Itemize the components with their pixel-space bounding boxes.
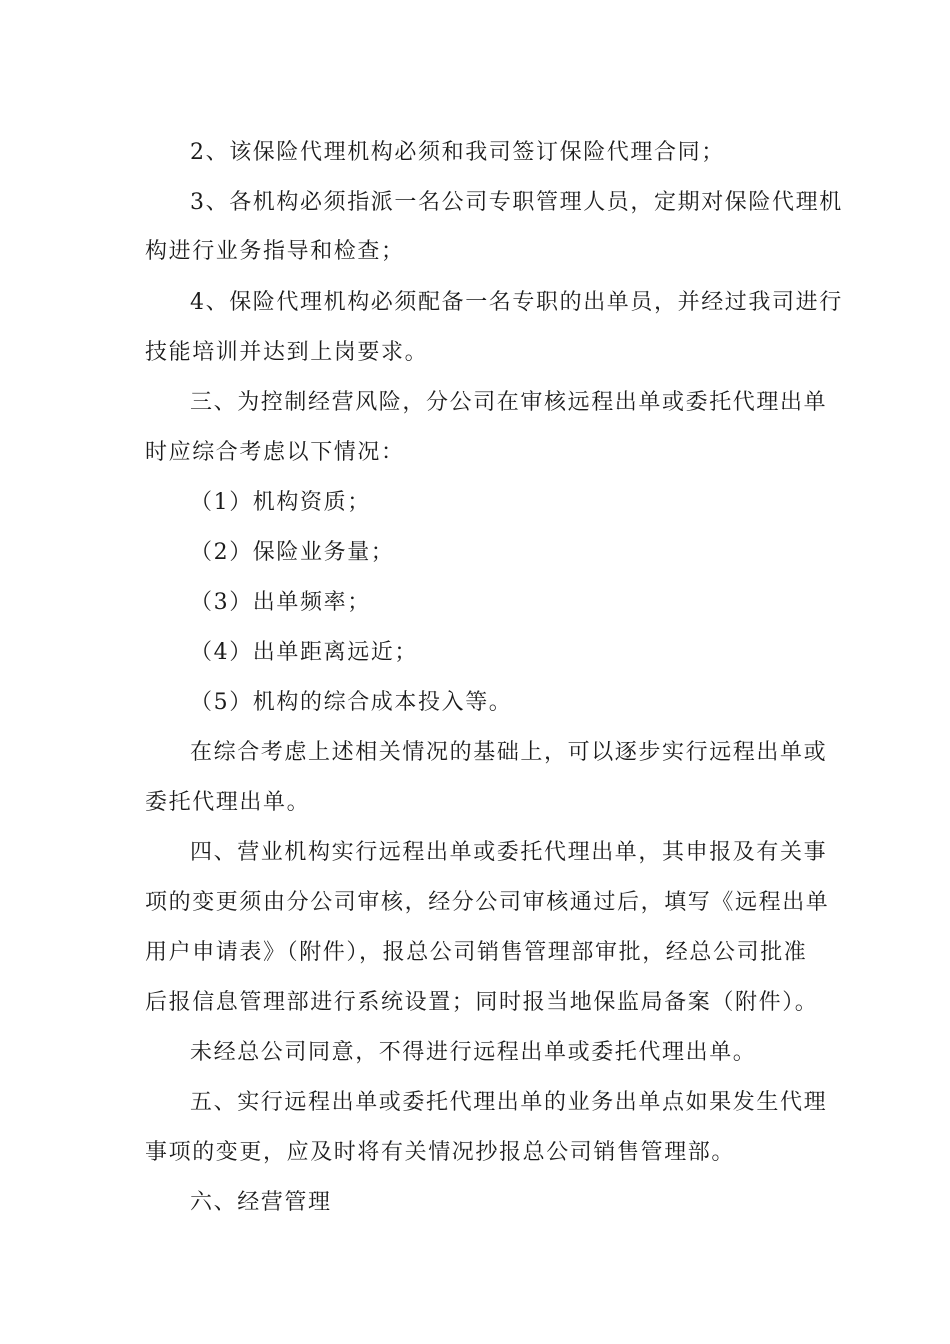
list-item: （3）出单频率；: [190, 590, 371, 615]
paragraph-line: 在综合考虑上述相关情况的基础上，可以逐步实行远程出单或: [190, 740, 828, 765]
paragraph-line: 时应综合考虑以下情况：: [145, 440, 405, 465]
paragraph-line: 三、为控制经营风险，分公司在审核远程出单或委托代理出单: [190, 390, 828, 415]
paragraph-line: 项的变更须由分公司审核，经分公司审核通过后，填写《远程出单: [145, 890, 830, 915]
paragraph-line: 构进行业务指导和检查；: [145, 239, 405, 264]
paragraph-line: 后报信息管理部进行系统设置；同时报当地保监局备案（附件）。: [145, 990, 819, 1015]
paragraph-line: 2、该保险代理机构必须和我司签订保险代理合同；: [190, 140, 725, 165]
paragraph-line: 五、实行远程出单或委托代理出单的业务出单点如果发生代理: [190, 1090, 828, 1115]
paragraph-line: 3、各机构必须指派一名公司专职管理人员，定期对保险代理机: [190, 190, 843, 215]
paragraph-line: 四、营业机构实行远程出单或委托代理出单，其申报及有关事: [190, 840, 828, 865]
paragraph-line: 未经总公司同意，不得进行远程出单或委托代理出单。: [190, 1040, 757, 1065]
section-heading: 六、经营管理: [190, 1190, 332, 1215]
paragraph-line: 技能培训并达到上岗要求。: [145, 340, 429, 365]
list-item: （5）机构的综合成本投入等。: [190, 690, 513, 715]
paragraph-line: 用户申请表》（附件），报总公司销售管理部审批，经总公司批准: [145, 940, 808, 965]
paragraph-line: 4、保险代理机构必须配备一名专职的出单员，并经过我司进行: [190, 290, 843, 315]
list-item: （1）机构资质；: [190, 490, 371, 515]
list-item: （4）出单距离远近；: [190, 640, 418, 665]
list-item: （2）保险业务量；: [190, 540, 395, 565]
paragraph-line: 委托代理出单。: [145, 790, 311, 815]
paragraph-line: 事项的变更，应及时将有关情况抄报总公司销售管理部。: [145, 1140, 736, 1165]
